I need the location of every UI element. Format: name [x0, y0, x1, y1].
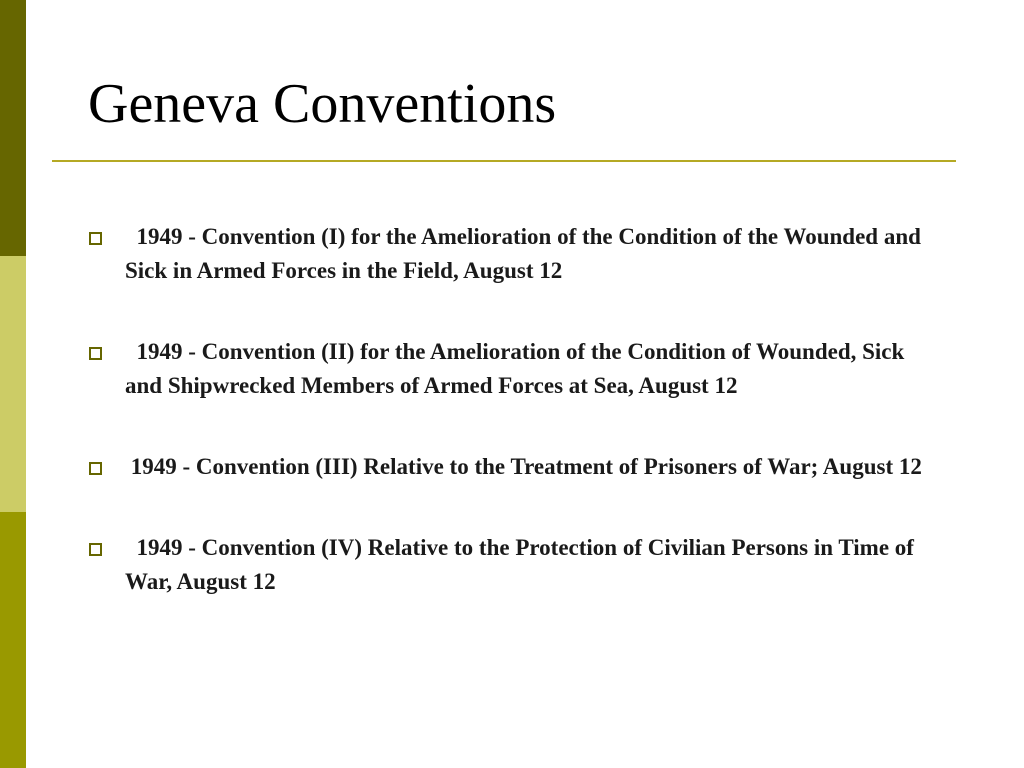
title-underline-rule: [52, 160, 956, 162]
side-accent-bar: [0, 0, 26, 768]
bullet-item: [88, 450, 938, 484]
side-accent-bar-top: [0, 0, 26, 256]
bullet-list: [88, 220, 938, 646]
side-accent-bar-bottom: [0, 512, 26, 768]
hollow-square-bullet-icon: [89, 462, 102, 475]
slide-title: Geneva Conventions: [88, 73, 557, 135]
bullet-text: 1949 - Convention (II) for the Amelioration of the Condition of Wounded, Sick and Shipwrecked Members of Armed Forces at Sea, August 12: [125, 339, 911, 398]
bullet-text: 1949 - Convention (III) Relative to the Treatment of Prisoners of War; August 12: [125, 454, 922, 479]
bullet-item: [88, 531, 938, 599]
bullet-item: [88, 335, 938, 403]
bullet-text: 1949 - Convention (IV) Relative to the Protection of Civilian Persons in Time of War, August 12: [125, 535, 920, 594]
bullet-item: [88, 220, 938, 288]
side-accent-bar-middle: [0, 256, 26, 512]
hollow-square-bullet-icon: [89, 543, 102, 556]
hollow-square-bullet-icon: [89, 232, 102, 245]
bullet-text: 1949 - Convention (I) for the Amelioration of the Condition of the Wounded and Sick in Armed Forces in the Field, August 12: [125, 224, 927, 283]
hollow-square-bullet-icon: [89, 347, 102, 360]
